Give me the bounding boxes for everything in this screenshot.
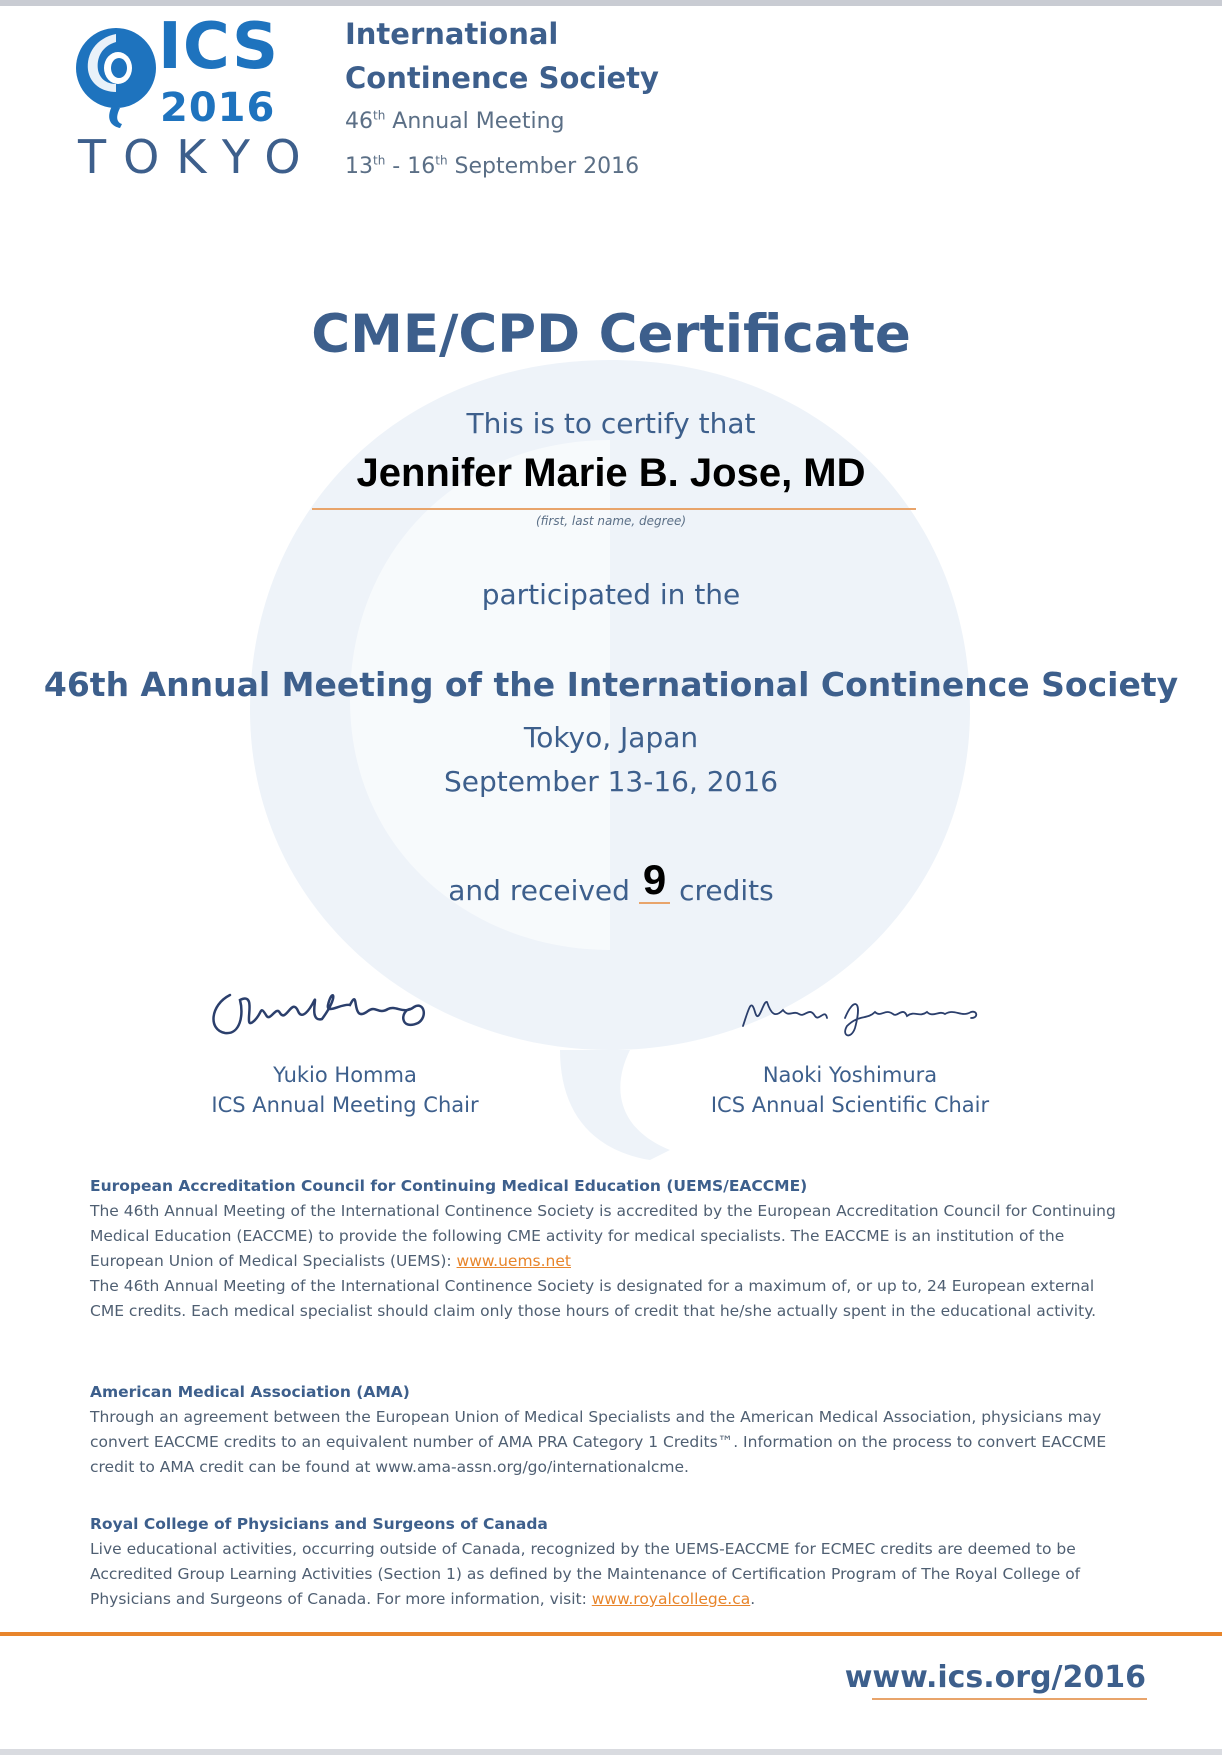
organization-name-line1: International <box>345 17 559 51</box>
accreditation-ama-body: Through an agreement between the European Union of Medical Specialists and the American Medical Association, physicians may convert EACCME credits to an equivalent number of AMA PRA Category 1 Credits™. Information on the process to convert EACCME credit to AMA credit can be found at www.ama-assn.org/go/internationalcme. <box>90 1408 1107 1476</box>
signer-name: Naoki Yoshimura <box>762 1063 938 1087</box>
accreditation-rcpsc-body <box>90 1537 1130 1612</box>
logo-year-text: 2016 <box>160 85 276 131</box>
recipient-name: Jennifer Marie B. Jose, MD <box>356 451 866 495</box>
accreditation-ama-heading: American Medical Association (AMA) <box>90 1383 410 1401</box>
meeting-label: Annual Meeting <box>385 109 565 134</box>
recipient-underline <box>312 508 916 510</box>
footer-website-underline <box>872 1698 1147 1700</box>
bottom-border <box>0 1749 1222 1755</box>
date-end-suffix: th <box>435 153 448 168</box>
date-end: - 16 <box>385 154 436 179</box>
ics-logo-icon <box>72 20 160 130</box>
meeting-name: 46th Annual Meeting of the International Continence Society <box>43 665 1179 704</box>
organization-name <box>345 12 659 100</box>
accreditation-ama <box>90 1380 1130 1480</box>
accreditation-uems-body1 <box>90 1199 1130 1274</box>
accreditation-rcpsc <box>90 1512 1130 1612</box>
accreditation-rcpsc-end: . <box>750 1590 756 1608</box>
accreditation-rcpsc-heading: Royal College of Physicians and Surgeons of Canada <box>90 1515 548 1533</box>
date-month-year: September 2016 <box>447 154 640 179</box>
accreditation-uems-text: The 46th Annual Meeting of the International Continence Society is accredited by the European Accreditation Council for Continuing Medical Education (EACCME) to provide the following CME activity for medical specialists. The EACCME is an institution of the European Union of Medical Specialists (UEMS): <box>90 1202 1116 1270</box>
accreditation-uems-body2: The 46th Annual Meeting of the International Continence Society is designated for a maximum of, or up to, 24 European external CME credits. Each medical specialist should claim only those hours of credit that he/she actually spent in the educational activity. <box>90 1277 1097 1320</box>
signer-yukio-homma <box>195 1060 495 1120</box>
certificate-title: CME/CPD Certificate <box>311 304 911 365</box>
certify-text: This is to certify that <box>466 407 756 440</box>
meeting-location: Tokyo, Japan <box>523 721 699 754</box>
organization-name-line2: Continence Society <box>345 61 659 95</box>
signer-role: ICS Annual Meeting Chair <box>211 1093 479 1117</box>
signer-name: Yukio Homma <box>273 1063 417 1087</box>
header-dates <box>345 150 639 184</box>
meeting-number-suffix: th <box>373 108 386 123</box>
meeting-number: 46 <box>345 109 373 134</box>
logo-city-text: TOKYO <box>78 130 318 184</box>
logo-ics-text: ICS <box>158 10 280 84</box>
royalcollege-link[interactable]: www.royalcollege.ca <box>591 1590 751 1608</box>
signer-role: ICS Annual Scientific Chair <box>710 1093 990 1117</box>
credits-statement <box>0 858 1222 916</box>
name-hint: (first, last name, degree) <box>535 514 687 528</box>
accreditation-rcpsc-text: Live educational activities, occurring outside of Canada, recognized by the UEMS-EACCME for ECMEC credits are deemed to be Accredited Group Learning Activities (Section 1) as defined by the Maintenance of Certification Program of The Royal College of Physicians and Surgeons of Canada. For more information, visit: <box>90 1540 1081 1608</box>
top-border <box>0 0 1222 6</box>
date-start: 13 <box>345 154 373 179</box>
accreditation-uems-heading: European Accreditation Council for Continuing Medical Education (UEMS/EACCME) <box>90 1177 808 1195</box>
signature-yukio-homma-icon <box>200 975 460 1045</box>
meeting-dates: September 13-16, 2016 <box>443 765 779 798</box>
signer-naoki-yoshimura <box>700 1060 1000 1120</box>
footer-website-link[interactable]: www.ics.org/2016 <box>844 1660 1146 1695</box>
received-prefix: and received <box>448 874 630 907</box>
credits-value: 9 <box>639 858 670 904</box>
signature-naoki-yoshimura-icon <box>735 988 995 1043</box>
uems-link[interactable]: www.uems.net <box>456 1252 571 1270</box>
participated-text: participated in the <box>481 578 741 611</box>
footer-divider <box>0 1632 1222 1636</box>
header-meeting <box>345 105 564 139</box>
received-suffix: credits <box>679 874 774 907</box>
accreditation-uems <box>90 1174 1130 1324</box>
date-start-suffix: th <box>373 153 386 168</box>
